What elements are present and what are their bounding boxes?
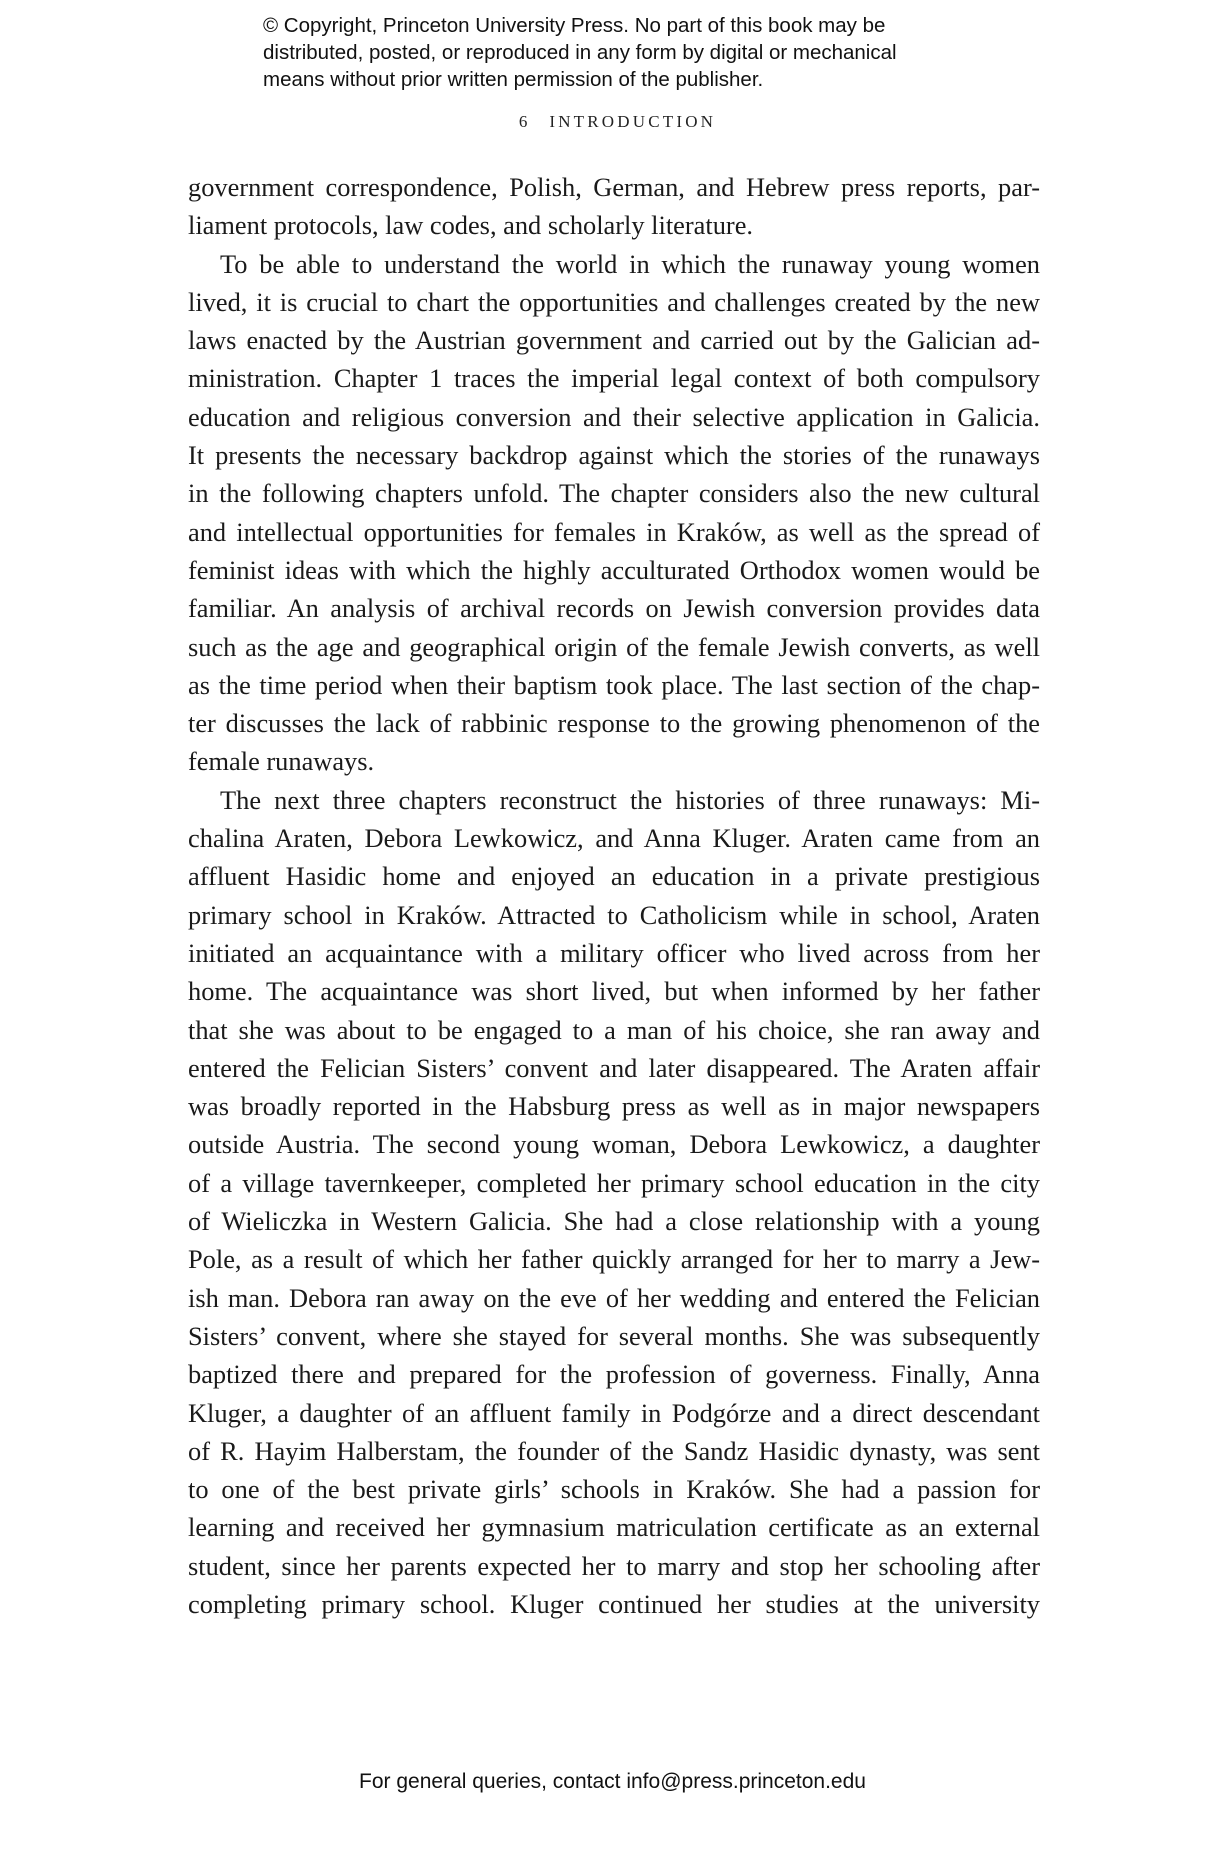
copyright-line: means without prior written permission of the publisher. <box>263 68 764 91</box>
running-head <box>0 112 1225 132</box>
text-line: ter discusses the lack of rabbinic response to the growing phenomenon of the <box>188 708 1040 739</box>
text-line: female runaways. <box>188 746 375 777</box>
text-line: feminist ideas with which the highly acculturated Orthodox women would be <box>188 554 1040 585</box>
body-text <box>188 168 1040 1623</box>
text-line: entered the Felician Sisters’ convent and later disappeared. The Araten affair <box>188 1052 1040 1083</box>
text-line: was broadly reported in the Habsburg press as well as in major newspapers <box>188 1091 1040 1122</box>
copyright-line: distributed, posted, or reproduced in any form by digital or mechanical <box>263 41 897 64</box>
text-line: ministration. Chapter 1 traces the imperial legal context of both compulsory <box>188 363 1040 394</box>
text-line: lived, it is crucial to chart the opportunities and challenges created by the new <box>188 286 1040 317</box>
text-line: familiar. An analysis of archival records on Jewish conversion provides data <box>188 593 1040 624</box>
text-line: primary school in Kraków. Attracted to Catholicism while in school, Araten <box>188 899 1040 930</box>
text-line: of Wieliczka in Western Galicia. She had a close relationship with a young <box>188 1206 1040 1237</box>
text-line: learning and received her gymnasium matriculation certificate as an external <box>188 1512 1040 1543</box>
text-line: liament protocols, law codes, and scholarly literature. <box>188 210 754 241</box>
text-line: chalina Araten, Debora Lewkowicz, and Anna Kluger. Araten came from an <box>188 823 1040 854</box>
text-line: Sisters’ convent, where she stayed for several months. She was subsequently <box>188 1320 1040 1351</box>
text-line: The next three chapters reconstruct the histories of three runaways: Mi- <box>220 784 1040 815</box>
text-line: initiated an acquaintance with a military officer who lived across from her <box>188 937 1040 968</box>
text-line: of a village tavernkeeper, completed her primary school education in the city <box>188 1167 1040 1198</box>
text-line: affluent Hasidic home and enjoyed an education in a private prestigious <box>188 861 1040 892</box>
copyright-line: © Copyright, Princeton University Press. No part of this book may be <box>263 14 886 37</box>
page-number: 6 <box>518 112 528 131</box>
text-line: student, since her parents expected her to marry and stop her schooling after <box>188 1550 1040 1581</box>
text-line: government correspondence, Polish, German, and Hebrew press reports, par- <box>188 172 1040 202</box>
text-line: To be able to understand the world in which the runaway young women <box>220 248 1040 279</box>
text-line: completing primary school. Kluger continued her studies at the university <box>188 1588 1040 1619</box>
text-line: of R. Hayim Halberstam, the founder of the Sandz Hasidic dynasty, was sent <box>188 1435 1040 1466</box>
text-line: such as the age and geographical origin of the female Jewish converts, as well <box>188 631 1040 662</box>
section-title: INTRODUCTION <box>549 112 717 131</box>
text-line: as the time period when their baptism took place. The last section of the chap- <box>188 669 1040 700</box>
text-line: laws enacted by the Austrian government and carried out by the Galician ad- <box>188 325 1040 356</box>
text-line: education and religious conversion and their selective application in Galicia. <box>188 401 1040 432</box>
copyright-notice <box>263 12 1023 93</box>
text-line: in the following chapters unfold. The chapter considers also the new cultural <box>188 478 1040 509</box>
text-line: that she was about to be engaged to a man of his choice, she ran away and <box>188 1014 1040 1045</box>
footer-contact: For general queries, contact info@press.princeton.edu <box>359 1770 866 1793</box>
text-line: ish man. Debora ran away on the eve of her wedding and entered the Felician <box>188 1282 1040 1313</box>
text-line: It presents the necessary backdrop against which the stories of the runaways <box>188 440 1040 471</box>
text-line: to one of the best private girls’ schools in Kraków. She had a passion for <box>188 1474 1040 1505</box>
text-line: home. The acquaintance was short lived, but when informed by her father <box>188 976 1040 1007</box>
text-line: baptized there and prepared for the profession of governess. Finally, Anna <box>188 1359 1040 1390</box>
text-line: and intellectual opportunities for females in Kraków, as well as the spread of <box>188 516 1040 547</box>
text-line: Kluger, a daughter of an affluent family in Podgórze and a direct descendant <box>188 1397 1040 1428</box>
text-line: Pole, as a result of which her father quickly arranged for her to marry a Jew- <box>188 1244 1040 1275</box>
text-line: outside Austria. The second young woman, Debora Lewkowicz, a daughter <box>188 1129 1040 1160</box>
